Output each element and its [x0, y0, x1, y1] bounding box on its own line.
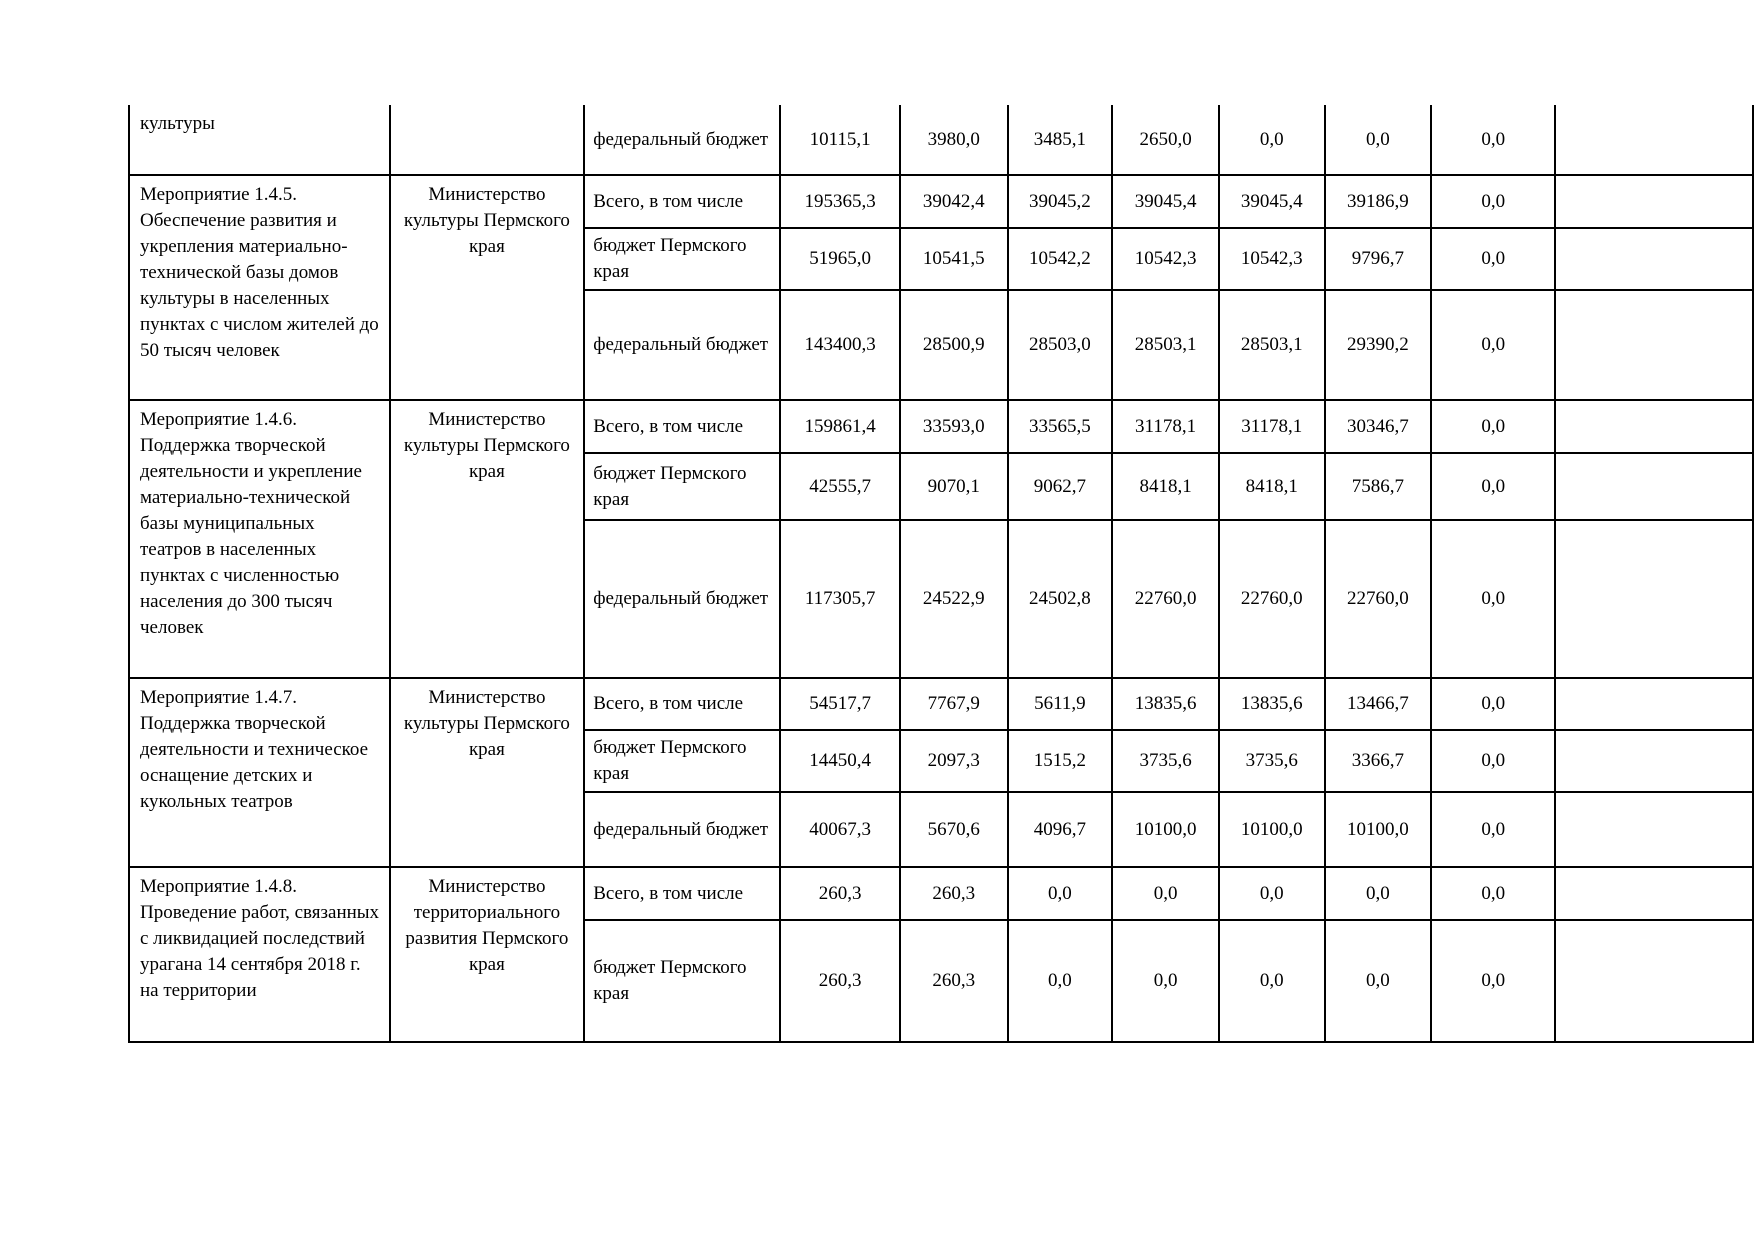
value-cell: 10100,0	[1112, 792, 1219, 867]
value-cell: 9796,7	[1325, 228, 1432, 290]
value-cell: 2650,0	[1112, 105, 1219, 175]
ministry-cell: Министерство территориального развития Пермского края	[390, 867, 585, 1042]
value-cell: 10115,1	[780, 105, 900, 175]
value-cell: 24502,8	[1008, 520, 1113, 678]
value-cell: 117305,7	[780, 520, 900, 678]
value-cell: 5611,9	[1008, 678, 1113, 730]
value-cell: 2097,3	[900, 730, 1008, 792]
empty-cell	[1555, 400, 1753, 453]
budget-type-cell: федеральный бюджет	[584, 290, 780, 400]
value-cell: 0,0	[1325, 867, 1432, 920]
value-cell: 0,0	[1431, 730, 1555, 792]
empty-cell	[1555, 678, 1753, 730]
value-cell: 9070,1	[900, 453, 1008, 520]
value-cell: 28503,0	[1008, 290, 1113, 400]
value-cell: 10541,5	[900, 228, 1008, 290]
ministry-cell: Министерство культуры Пермского края	[390, 678, 585, 867]
value-cell: 7586,7	[1325, 453, 1432, 520]
activity-cell: культуры	[129, 105, 390, 175]
value-cell: 143400,3	[780, 290, 900, 400]
value-cell: 28503,1	[1112, 290, 1219, 400]
empty-cell	[1555, 290, 1753, 400]
value-cell: 0,0	[1219, 920, 1325, 1042]
value-cell: 9062,7	[1008, 453, 1113, 520]
empty-cell	[1555, 105, 1753, 175]
table-row	[129, 400, 1753, 453]
value-cell: 39186,9	[1325, 175, 1432, 228]
activity-cell: Мероприятие 1.4.5. Обеспечение развития и укрепления материально-технической базы домов культуры в населенных пунктах с числом жителей до 50 тысяч человек	[129, 175, 390, 400]
value-cell: 13835,6	[1219, 678, 1325, 730]
table-row	[129, 105, 1753, 175]
value-cell: 0,0	[1112, 920, 1219, 1042]
value-cell: 3485,1	[1008, 105, 1113, 175]
table-row	[129, 678, 1753, 730]
value-cell: 51965,0	[780, 228, 900, 290]
value-cell: 10100,0	[1325, 792, 1432, 867]
value-cell: 10542,2	[1008, 228, 1113, 290]
empty-cell	[1555, 453, 1753, 520]
value-cell: 31178,1	[1112, 400, 1219, 453]
budget-type-cell: Всего, в том числе	[584, 678, 780, 730]
value-cell: 3735,6	[1219, 730, 1325, 792]
value-cell: 3366,7	[1325, 730, 1432, 792]
value-cell: 10100,0	[1219, 792, 1325, 867]
value-cell: 54517,7	[780, 678, 900, 730]
value-cell: 7767,9	[900, 678, 1008, 730]
budget-type-cell: Всего, в том числе	[584, 175, 780, 228]
value-cell: 13835,6	[1112, 678, 1219, 730]
activity-cell: Мероприятие 1.4.8. Проведение работ, связанных с ликвидацией последствий урагана 14 сентября 2018 г. на территории	[129, 867, 390, 1042]
value-cell: 24522,9	[900, 520, 1008, 678]
value-cell: 10542,3	[1219, 228, 1325, 290]
value-cell: 39045,4	[1219, 175, 1325, 228]
value-cell: 260,3	[900, 867, 1008, 920]
empty-cell	[1555, 730, 1753, 792]
value-cell: 42555,7	[780, 453, 900, 520]
budget-table-wrap	[128, 105, 1754, 1043]
value-cell: 28503,1	[1219, 290, 1325, 400]
value-cell: 8418,1	[1112, 453, 1219, 520]
value-cell: 22760,0	[1112, 520, 1219, 678]
value-cell: 10542,3	[1112, 228, 1219, 290]
table-row	[129, 867, 1753, 920]
budget-type-cell: бюджет Пермского края	[584, 228, 780, 290]
budget-type-cell: федеральный бюджет	[584, 520, 780, 678]
value-cell: 3735,6	[1112, 730, 1219, 792]
budget-type-cell: Всего, в том числе	[584, 867, 780, 920]
budget-type-cell: федеральный бюджет	[584, 105, 780, 175]
empty-cell	[1555, 175, 1753, 228]
value-cell: 3980,0	[900, 105, 1008, 175]
value-cell: 0,0	[1431, 105, 1555, 175]
empty-cell	[1555, 920, 1753, 1042]
value-cell: 0,0	[1008, 920, 1113, 1042]
budget-type-cell: федеральный бюджет	[584, 792, 780, 867]
budget-type-cell: бюджет Пермского края	[584, 453, 780, 520]
value-cell: 0,0	[1325, 105, 1432, 175]
value-cell: 5670,6	[900, 792, 1008, 867]
value-cell: 0,0	[1431, 520, 1555, 678]
value-cell: 29390,2	[1325, 290, 1432, 400]
budget-type-cell: бюджет Пермского края	[584, 920, 780, 1042]
table-row	[129, 175, 1753, 228]
value-cell: 0,0	[1112, 867, 1219, 920]
value-cell: 39045,4	[1112, 175, 1219, 228]
value-cell: 195365,3	[780, 175, 900, 228]
empty-cell	[1555, 520, 1753, 678]
value-cell: 30346,7	[1325, 400, 1432, 453]
value-cell: 0,0	[1219, 867, 1325, 920]
budget-type-cell: бюджет Пермского края	[584, 730, 780, 792]
budget-type-cell: Всего, в том числе	[584, 400, 780, 453]
value-cell: 40067,3	[780, 792, 900, 867]
value-cell: 14450,4	[780, 730, 900, 792]
empty-cell	[1555, 867, 1753, 920]
value-cell: 33565,5	[1008, 400, 1113, 453]
value-cell: 0,0	[1431, 678, 1555, 730]
value-cell: 159861,4	[780, 400, 900, 453]
value-cell: 0,0	[1325, 920, 1432, 1042]
budget-table-body	[129, 105, 1753, 1042]
value-cell: 0,0	[1431, 453, 1555, 520]
budget-table	[128, 105, 1754, 1043]
activity-cell: Мероприятие 1.4.6. Поддержка творческой деятельности и укрепление материально-технической базы муниципальных театров в населенных пунктах с численностью населения до 300 тысяч человек	[129, 400, 390, 678]
value-cell: 0,0	[1431, 175, 1555, 228]
value-cell: 22760,0	[1325, 520, 1432, 678]
empty-cell	[1555, 228, 1753, 290]
value-cell: 0,0	[1008, 867, 1113, 920]
value-cell: 260,3	[780, 867, 900, 920]
value-cell: 260,3	[900, 920, 1008, 1042]
value-cell: 0,0	[1431, 867, 1555, 920]
value-cell: 39045,2	[1008, 175, 1113, 228]
value-cell: 0,0	[1431, 920, 1555, 1042]
value-cell: 39042,4	[900, 175, 1008, 228]
value-cell: 0,0	[1431, 400, 1555, 453]
ministry-cell	[390, 105, 585, 175]
value-cell: 260,3	[780, 920, 900, 1042]
value-cell: 31178,1	[1219, 400, 1325, 453]
value-cell: 0,0	[1431, 290, 1555, 400]
value-cell: 4096,7	[1008, 792, 1113, 867]
value-cell: 22760,0	[1219, 520, 1325, 678]
empty-cell	[1555, 792, 1753, 867]
value-cell: 0,0	[1219, 105, 1325, 175]
value-cell: 13466,7	[1325, 678, 1432, 730]
ministry-cell: Министерство культуры Пермского края	[390, 175, 585, 400]
value-cell: 8418,1	[1219, 453, 1325, 520]
value-cell: 28500,9	[900, 290, 1008, 400]
value-cell: 1515,2	[1008, 730, 1113, 792]
value-cell: 0,0	[1431, 792, 1555, 867]
activity-cell: Мероприятие 1.4.7. Поддержка творческой деятельности и техническое оснащение детских и кукольных театров	[129, 678, 390, 867]
value-cell: 33593,0	[900, 400, 1008, 453]
ministry-cell: Министерство культуры Пермского края	[390, 400, 585, 678]
value-cell: 0,0	[1431, 228, 1555, 290]
